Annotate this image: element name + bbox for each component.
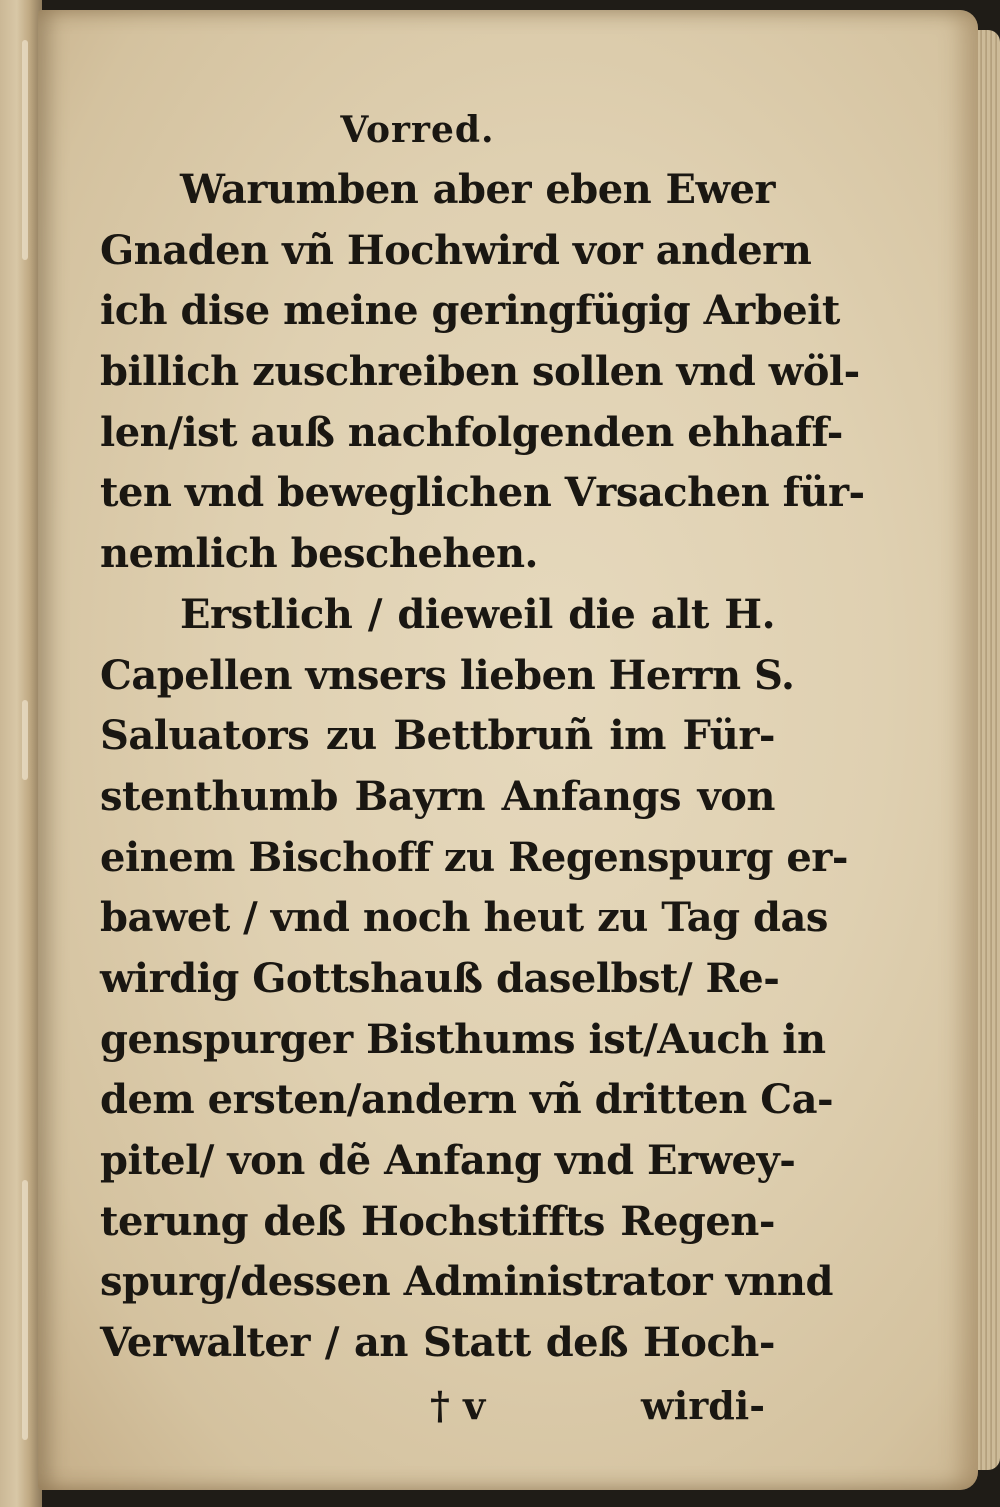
text-line: Verwalter / an Statt deß Hoch- [100, 1319, 775, 1367]
text-line: Capellen vnsers lieben Herrn S. [100, 651, 795, 699]
running-header: Vorred. [340, 109, 495, 151]
binding-thread [22, 40, 28, 260]
text-line: len/ist auß nachfolgenden ehhaff- [100, 408, 843, 456]
binding-thread [22, 700, 28, 780]
text-line: billich zuschreiben sollen vnd wöl- [100, 348, 860, 396]
signature-mark: † v [430, 1382, 486, 1428]
page-footer [100, 1374, 775, 1438]
text-line: Saluators zu Bettbruñ im Für- [100, 712, 775, 760]
text-line: ich dise meine geringfügig Arbeit [100, 287, 840, 335]
text-line: Erstlich / dieweil die alt H. [180, 590, 775, 638]
book-binding [0, 0, 42, 1507]
catchword: wirdi- [641, 1382, 765, 1428]
text-line: stenthumb Bayrn Anfangs von [100, 772, 775, 820]
text-line: wirdig Gottshauß daselbst/ Re- [100, 954, 780, 1002]
text-line: genspurger Bisthums ist/Auch in [100, 1015, 826, 1063]
text-line: Warumben aber eben Ewer [180, 166, 775, 213]
page-text-block [100, 100, 865, 1438]
text-line: einem Bischoff zu Regenspurg er- [100, 833, 848, 881]
binding-thread [22, 1180, 28, 1440]
text-line: bawet / vnd noch heut zu Tag das [100, 894, 828, 942]
text-line: Gnaden vñ Hochwird vor andern [100, 226, 812, 274]
text-line: dem ersten/andern vñ dritten Ca- [100, 1076, 834, 1124]
text-line: terung deß Hochstiffts Regen- [100, 1197, 775, 1245]
text-line: pitel/ von dẽ Anfang vnd Erwey- [100, 1137, 796, 1184]
text-line: ten vnd beweglichen Vrsachen für- [100, 469, 865, 517]
text-line: nemlich beschehen. [100, 530, 538, 578]
text-line: spurg/dessen Administrator vnnd [100, 1258, 833, 1306]
